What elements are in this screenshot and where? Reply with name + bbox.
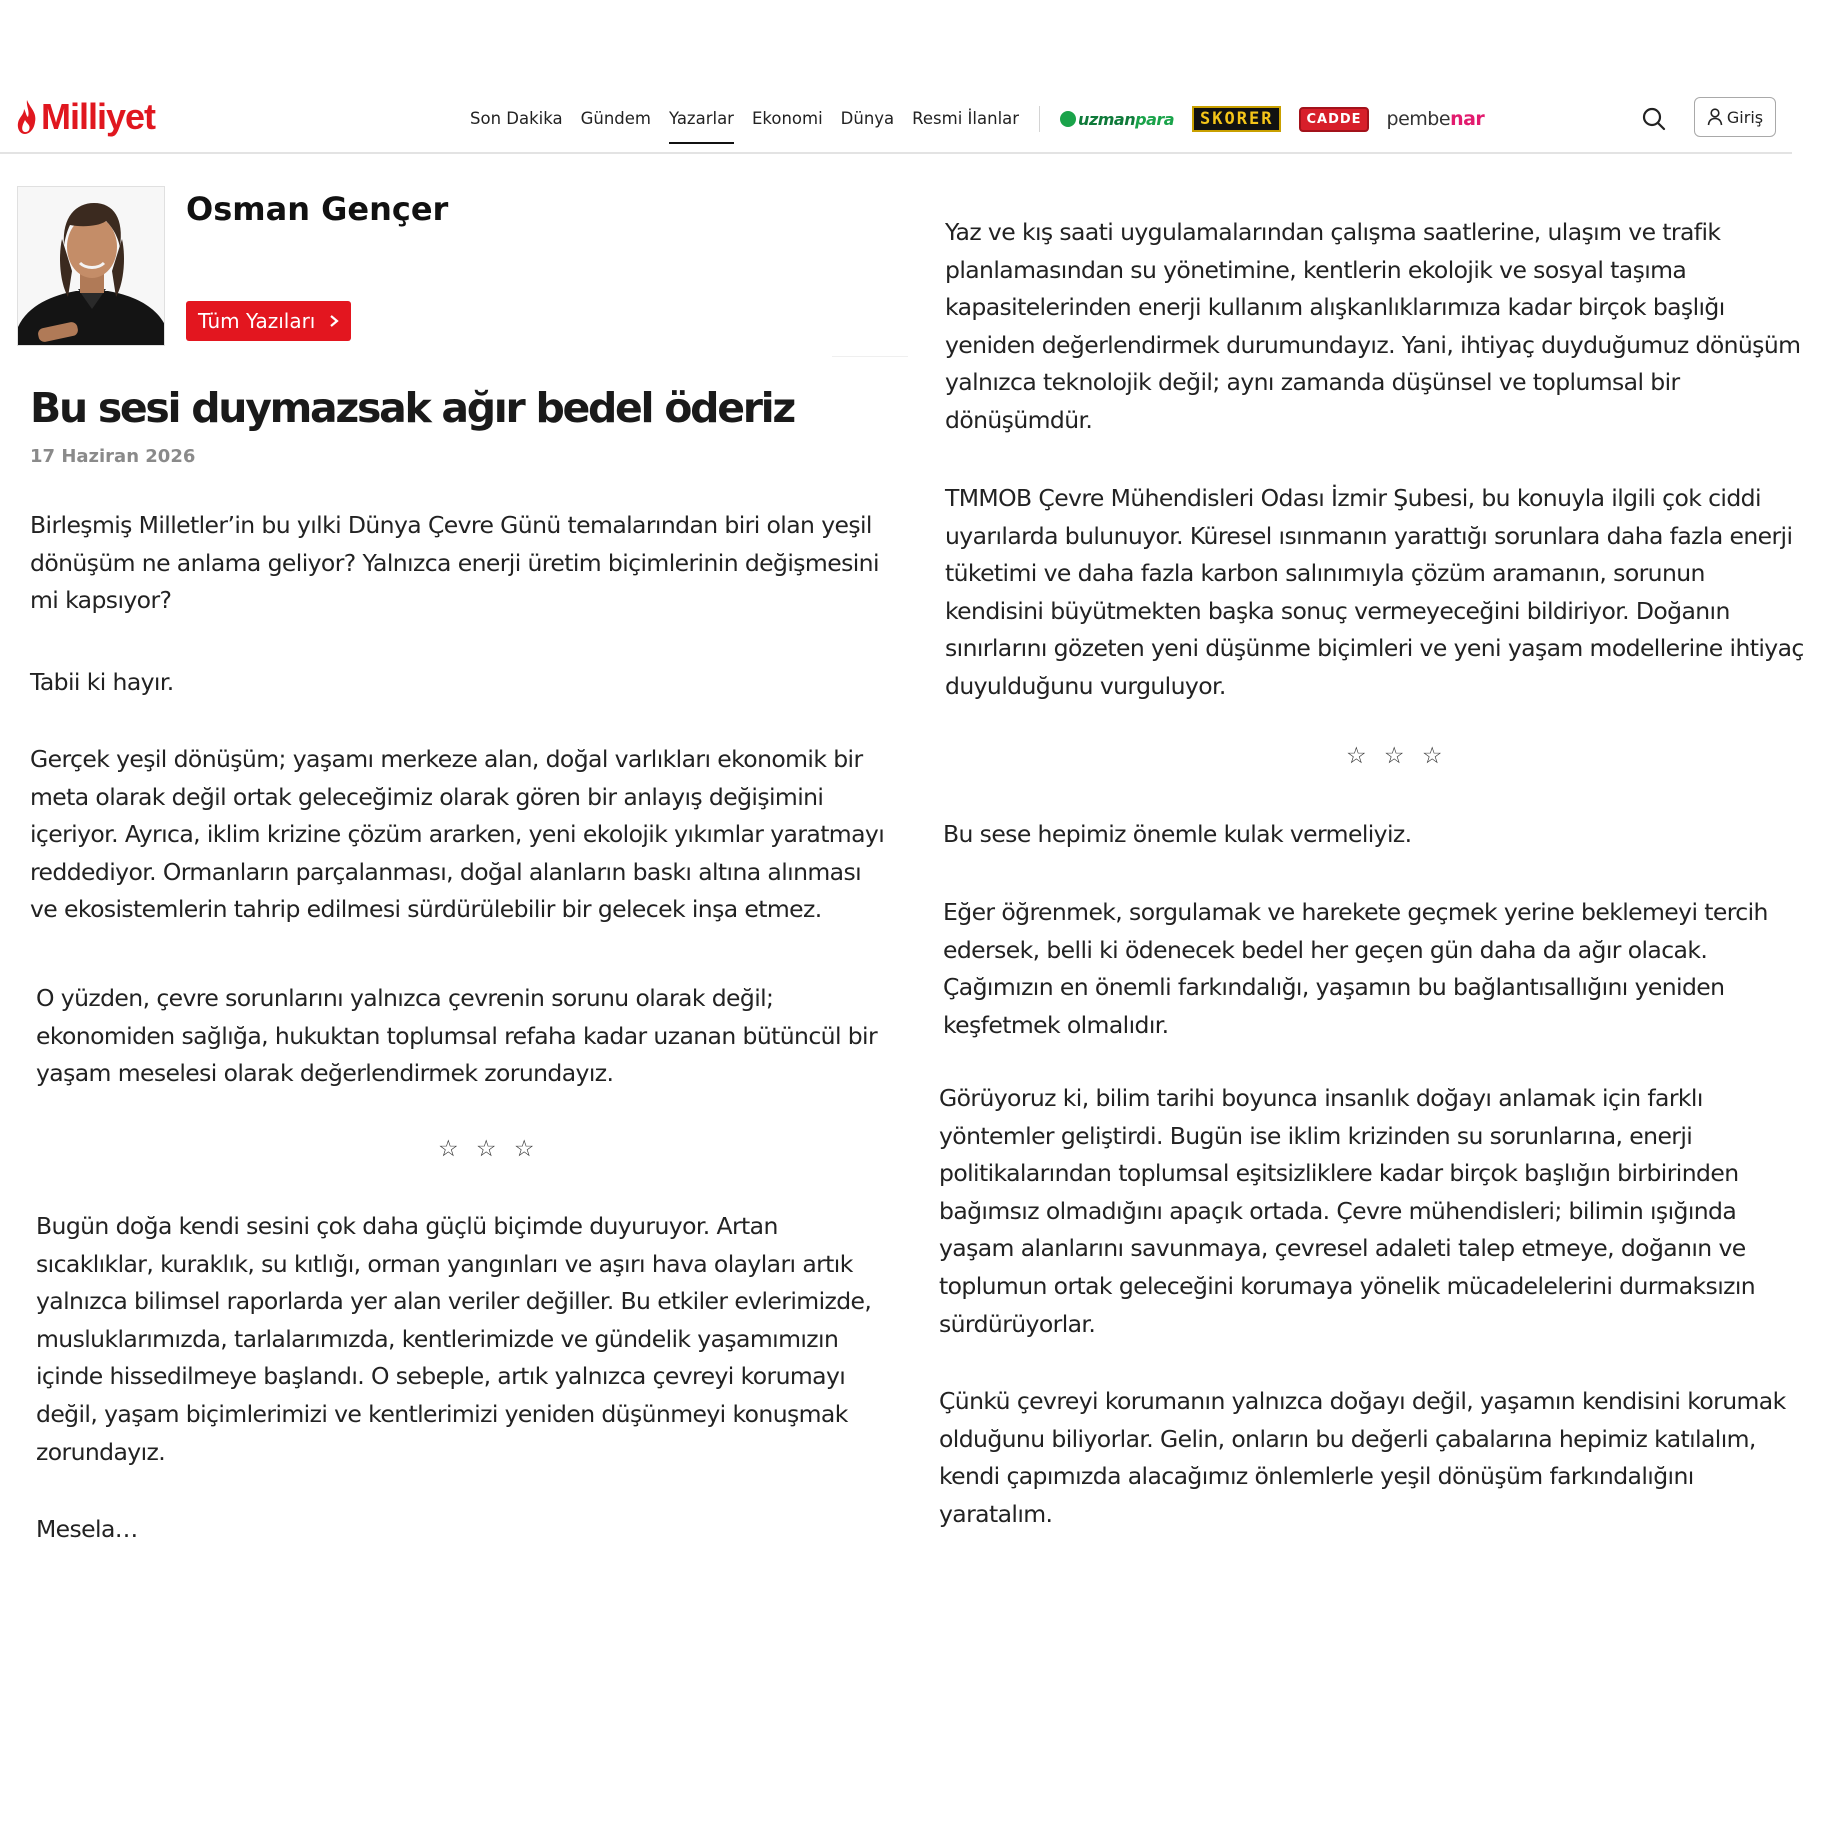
paragraph: [36, 1208, 871, 1471]
paragraph-line: yaratalım.: [939, 1499, 1053, 1528]
paragraph-line: değil, yaşam biçimlerimizi ve kentlerimizi yeniden düşünmeyi konuşmak: [36, 1399, 848, 1428]
paragraph-line: Mesela…: [36, 1515, 138, 1543]
paragraph-line: içinde hissedilmeye başlandı. O sebeple, artık yalnızca çevreyi korumayı: [36, 1362, 846, 1391]
paragraph-line: duyulduğunu vurguluyor.: [945, 671, 1226, 700]
divider: [832, 356, 908, 357]
paragraph: [939, 1080, 1755, 1343]
nav-son-dakika[interactable]: Son Dakika: [470, 109, 563, 128]
paragraph-line: yalnızca bilimsel raporlarda yer alan veriler değiller. Bu etkiler evlerimizde,: [36, 1287, 872, 1316]
paragraph-line: sürdürüyorlar.: [939, 1309, 1096, 1338]
paragraph-line: uyarılarda bulunuyor. Küresel ısınmanın yarattığı sorunlara daha fazla enerji: [945, 521, 1793, 550]
author-avatar[interactable]: [17, 186, 165, 346]
author-name[interactable]: Osman Gençer: [186, 190, 449, 228]
paragraph-line: tüketimi ve daha fazla karbon salınımıyla çözüm aramanın, sorunun: [945, 559, 1705, 588]
paragraph: [30, 664, 174, 702]
paragraph-line: reddediyor. Ormanların parçalanması, doğal alanların baskı altına alınması: [30, 857, 862, 886]
paragraph: [30, 741, 884, 929]
chevron-right-icon: [329, 314, 339, 328]
paragraph: [943, 816, 1412, 854]
paragraph-line: yaşam meselesi olarak değerlendirmek zorundayız.: [36, 1059, 614, 1088]
paragraph: [945, 214, 1800, 440]
paragraph: [36, 1511, 138, 1549]
paragraph-line: politikalarından toplumsal eşitsizliklere kadar birçok başlığın birbirinden: [939, 1159, 1739, 1188]
paragraph-line: toplumun ortak geleceğini korumaya yönelik mücadelelerini durmaksızın: [939, 1271, 1756, 1300]
login-button[interactable]: [1694, 97, 1776, 137]
paragraph-line: kapasitelerinden enerji kullanım alışkanlıklarımıza kadar birçok başlığı: [945, 293, 1725, 322]
paragraph-line: yalnızca teknolojik değil; aynı zamanda düşünsel ve toplumsal bir: [945, 368, 1680, 397]
skorer-logo[interactable]: SKORER: [1192, 106, 1281, 132]
paragraph-line: Eğer öğrenmek, sorgulamak ve harekete geçmek yerine beklemeyi tercih: [943, 898, 1768, 926]
nav-dunya[interactable]: Dünya: [840, 109, 895, 128]
nav-yazarlar[interactable]: Yazarlar: [669, 88, 734, 150]
paragraph-line: O yüzden, çevre sorunlarını yalnızca çevrenin sorunu olarak değil;: [36, 984, 774, 1012]
paragraph-line: yeniden değerlendirmek durumundayız. Yani, ihtiyaç duyduğumuz dönüşüm: [945, 330, 1801, 359]
paragraph: [30, 507, 879, 620]
paragraph-line: musluklarımızda, tarlalarımızda, kentlerimizde ve gündelik yaşamımızın: [36, 1324, 839, 1353]
paragraph-line: ekonomiden sağlığa, hukuktan toplumsal refaha kadar uzanan bütüncül bir: [36, 1021, 878, 1050]
paragraph-line: Tabii ki hayır.: [30, 668, 174, 696]
flame-icon: [16, 99, 38, 135]
logo-text: Milliyet: [41, 96, 156, 137]
paragraph-line: dönüşümdür.: [945, 405, 1093, 434]
paragraph: [943, 894, 1768, 1044]
paragraph-line: Çağımızın en önemli farkındalığı, yaşamın bu bağlantısallığını yeniden: [943, 973, 1725, 1002]
nav-gundem[interactable]: Gündem: [580, 109, 652, 128]
paragraph-line: Görüyoruz ki, bilim tarihi boyunca insanlık doğayı anlamak için farklı: [939, 1084, 1703, 1112]
main-nav: [470, 88, 1484, 150]
paragraph-line: yaşam alanlarını savunmaya, çevresel adaleti talep etmeye, doğanın ve: [939, 1234, 1746, 1263]
paragraph-line: Birleşmiş Milletler’in bu yılki Dünya Çevre Günü temalarından biri olan yeşil: [30, 511, 872, 539]
paragraph-line: sınırlarını gözeten yeni düşünme biçimleri ve yeni yaşam modellerine ihtiyaç: [945, 634, 1804, 663]
paragraph-line: Bugün doğa kendi sesini çok daha güçlü biçimde duyuruyor. Artan: [36, 1212, 778, 1240]
paragraph-line: olduğunu biliyorlar. Gelin, onların bu değerli çabalarına hepimiz katılalım,: [939, 1424, 1756, 1453]
all-posts-button[interactable]: [186, 301, 351, 341]
paragraph-line: içeriyor. Ayrıca, iklim krizine çözüm ararken, yeni ekolojik yıkımlar yaratmayı: [30, 820, 885, 849]
paragraph-line: zorundayız.: [36, 1437, 166, 1466]
login-label: Giriş: [1726, 107, 1764, 127]
paragraph-line: Gerçek yeşil dönüşüm; yaşamı merkeze alan, doğal varlıkları ekonomik bir: [30, 745, 863, 773]
pembenar-logo[interactable]: pembe nar: [1386, 108, 1485, 130]
search-icon[interactable]: [1641, 106, 1667, 132]
paragraph-line: edersek, belli ki ödenecek bedel her geçen gün daha da ağır olacak.: [943, 935, 1708, 964]
paragraph-line: yöntemler geliştirdi. Bugün ise iklim krizinden su sorunlarına, enerji: [939, 1121, 1693, 1150]
section-separator: ☆ ☆ ☆: [1346, 743, 1448, 769]
paragraph-line: keşfetmek olmalıdır.: [943, 1010, 1169, 1039]
paragraph-line: ve ekosistemlerin tahrip edilmesi sürdürülebilir bir gelecek inşa etmez.: [30, 895, 822, 924]
uzmanpara-logo[interactable]: uzman para: [1060, 110, 1174, 129]
paragraph-line: Bu sese hepimiz önemle kulak vermeliyiz.: [943, 820, 1412, 848]
paragraph-line: Çünkü çevreyi korumanın yalnızca doğayı değil, yaşamın kendisini korumak: [939, 1387, 1786, 1415]
paragraph-line: kendi çapımızda alacağımız önlemlerle yeşil dönüşüm farkındalığını: [939, 1462, 1694, 1491]
paragraph-line: kendisini büyütmekten başka sonuç vermeyeceğini bildiriyor. Doğanın: [945, 596, 1730, 625]
section-separator: ☆ ☆ ☆: [438, 1136, 540, 1162]
paragraph-line: mi kapsıyor?: [30, 586, 172, 615]
paragraph: [939, 1383, 1786, 1533]
paragraph-line: bağımsız olmadığını apaçık ortada. Çevre mühendisleri; bilimin ışığında: [939, 1196, 1737, 1225]
article-date: 17 Haziran 2026: [30, 446, 196, 467]
nav-divider: [1039, 106, 1040, 132]
nav-ekonomi[interactable]: Ekonomi: [751, 109, 823, 128]
paragraph: [945, 480, 1804, 706]
cadde-logo[interactable]: CADDE: [1299, 107, 1368, 132]
user-icon: [1707, 108, 1723, 126]
all-posts-label: Tüm Yazıları: [198, 309, 316, 333]
paragraph-line: meta olarak değil ortak geleceğimiz olarak gören bir anlayış değişimini: [30, 782, 824, 811]
paragraph: [36, 980, 877, 1093]
paragraph-line: Yaz ve kış saati uygulamalarından çalışma saatlerine, ulaşım ve trafik: [945, 218, 1721, 246]
paragraph-line: dönüşüm ne anlama geliyor? Yalnızca enerji üretim biçimlerinin değişmesini: [30, 548, 879, 577]
article-title: Bu sesi duymazsak ağır bedel öderiz: [30, 384, 794, 432]
paragraph-line: planlamasından su yönetimine, kentlerin ekolojik ve sosyal taşıma: [945, 255, 1687, 284]
site-header: [0, 88, 1792, 154]
paragraph-line: sıcaklıklar, kuraklık, su kıtlığı, orman yangınları ve aşırı hava olayları artık: [36, 1249, 853, 1278]
milliyet-logo[interactable]: [16, 95, 155, 139]
nav-resmi-ilanlar[interactable]: Resmi İlanlar: [912, 109, 1020, 128]
paragraph-line: TMMOB Çevre Mühendisleri Odası İzmir Şubesi, bu konuyla ilgili çok ciddi: [945, 484, 1761, 512]
